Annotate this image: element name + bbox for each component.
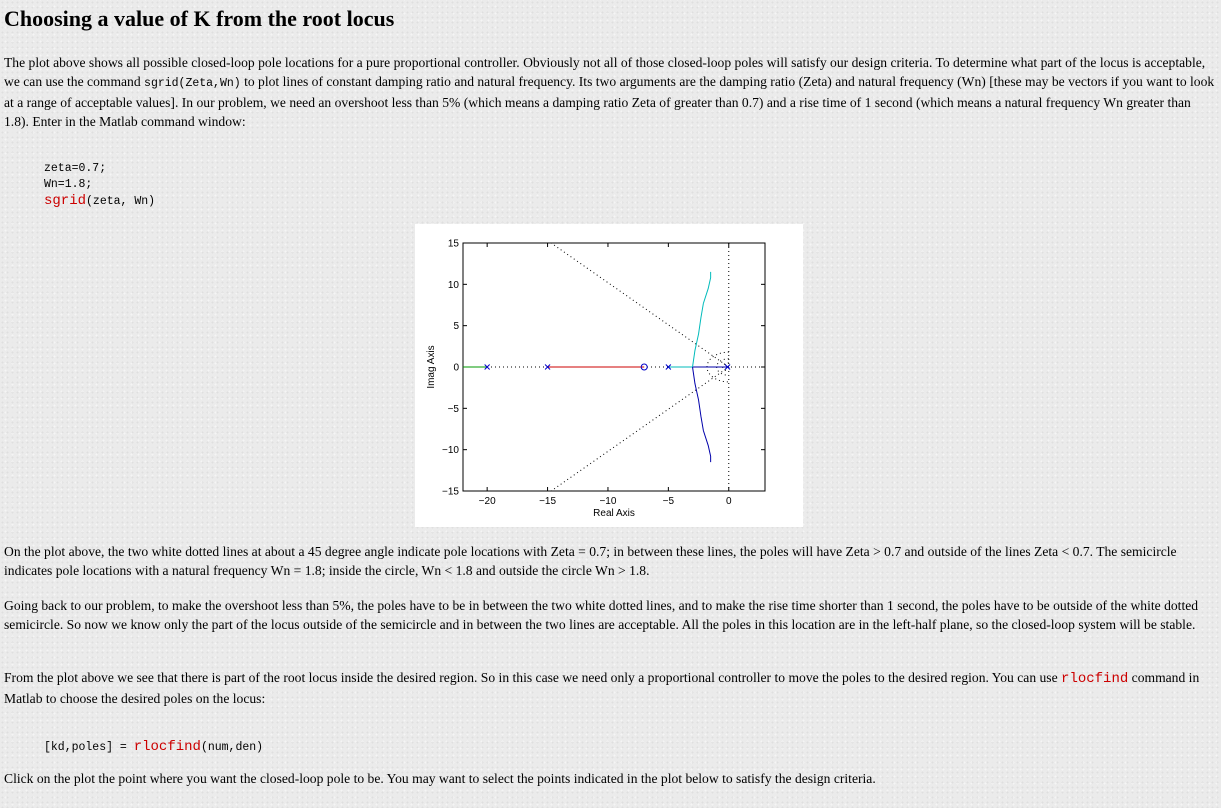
root-locus-figure [415, 224, 803, 527]
locus-branches [463, 272, 728, 462]
intro-text-1: The plot above shows all possible closed-loop pole locations for a pure proportional controller. Obviously not all of those closed-loop poles will satisfy our design criteria. To determine what part of the locus is acceptable, we can use the command [4, 55, 1206, 89]
zeta-line [551, 367, 729, 491]
x-tick-label: −15 [539, 496, 557, 507]
y-tick-label: −10 [442, 445, 459, 457]
page-title: Choosing a value of K from the root locus [4, 6, 395, 31]
upper-branch-cyan [693, 303, 704, 367]
code-block-rlocfind [44, 739, 263, 756]
plot-ticks [442, 239, 765, 508]
code-pre-rlocfind: [kd,poles] = [44, 741, 134, 754]
paragraph-click-instructions: Click on the plot the point where you want the closed-loop pole to be. You may want to select the points indicated in the plot below to satisfy the design criteria. [4, 771, 876, 786]
sgrid-command-inline: sgrid(Zeta,Wn) [144, 77, 241, 90]
code-args-sgrid: (zeta, Wn) [86, 195, 156, 208]
y-tick-label: 5 [453, 321, 459, 333]
lower-branch-blue [693, 367, 704, 431]
lower-branch-tip [703, 431, 710, 462]
intro-text-2: to plot lines of constant damping ratio and natural frequency. Its two arguments are the damping ratio (Zeta) and natural frequency (Wn) [these may be vectors if you want to look at a range of acceptable values]. In our problem, we need an overshoot less than 5% (which means a damping ratio Zeta of greater than 0.7) and a rise time of 1 second (which means a natural frequency Wn greater than 1.8). Enter in the Matlab command window: [4, 74, 1215, 129]
x-tick-label: −20 [478, 496, 496, 507]
y-tick-label: 0 [453, 362, 459, 374]
code-line-zeta: zeta=0.7; [44, 162, 107, 175]
x-tick-label: 0 [725, 496, 732, 507]
y-tick-label: 15 [447, 238, 459, 250]
y-tick-label: −5 [447, 403, 459, 415]
y-axis-label: Imag Axis [426, 345, 437, 389]
rlocfind-text-1: From the plot above we see that there is part of the root locus inside the desired region. So in this case we need only a proportional controller to move the poles to the desired region. You can use [4, 670, 1062, 685]
y-tick-label: −15 [442, 486, 459, 498]
code-block-sgrid [44, 161, 155, 210]
code-line-wn: Wn=1.8; [44, 178, 93, 191]
upper-branch-tip [703, 272, 710, 303]
paragraph-design-region: Going back to our problem, to make the overshoot less than 5%, the poles have to be in between the two white dotted lines, and to make the rise time shorter than 1 second, the poles have to be outside of the white dotted semicircle. So now we know only the part of the locus outside of the semicircle and in between the two lines are acceptable. All the poles in this location are in the left-half plane, so the closed-loop system will be stable. [4, 598, 1199, 632]
code-args-rlocfind: (num,den) [200, 741, 264, 754]
code-fn-rlocfind: rlocfind [133, 739, 201, 755]
paragraph-rlocfind-intro [4, 668, 1216, 708]
rlocfind-command-inline: rlocfind [1061, 671, 1129, 687]
paragraph-sgrid-explanation: On the plot above, the two white dotted lines at about a 45 degree angle indicate pole locations with Zeta = 0.7; in between these lines, the poles will have Zeta > 0.7 and outside of the lines Zeta < 0.7. The semicircle indicates pole locations with a natural frequency Wn = 1.8; inside the circle, Wn < 1.8 and outside the circle Wn > 1.8. [4, 544, 1177, 578]
code-line-sgrid [44, 193, 155, 210]
x-tick-label: −10 [599, 496, 617, 507]
x-axis-label: Real Axis [593, 508, 635, 519]
intro-paragraph [4, 53, 1216, 131]
zeta-line [551, 243, 729, 367]
root-locus-plot [415, 224, 803, 527]
x-tick-label: −5 [662, 496, 675, 507]
y-tick-label: 10 [447, 279, 459, 291]
rlocfind-text-2: command in Matlab to choose the desired poles on the locus: [4, 670, 1200, 706]
code-fn-sgrid: sgrid [44, 193, 87, 209]
